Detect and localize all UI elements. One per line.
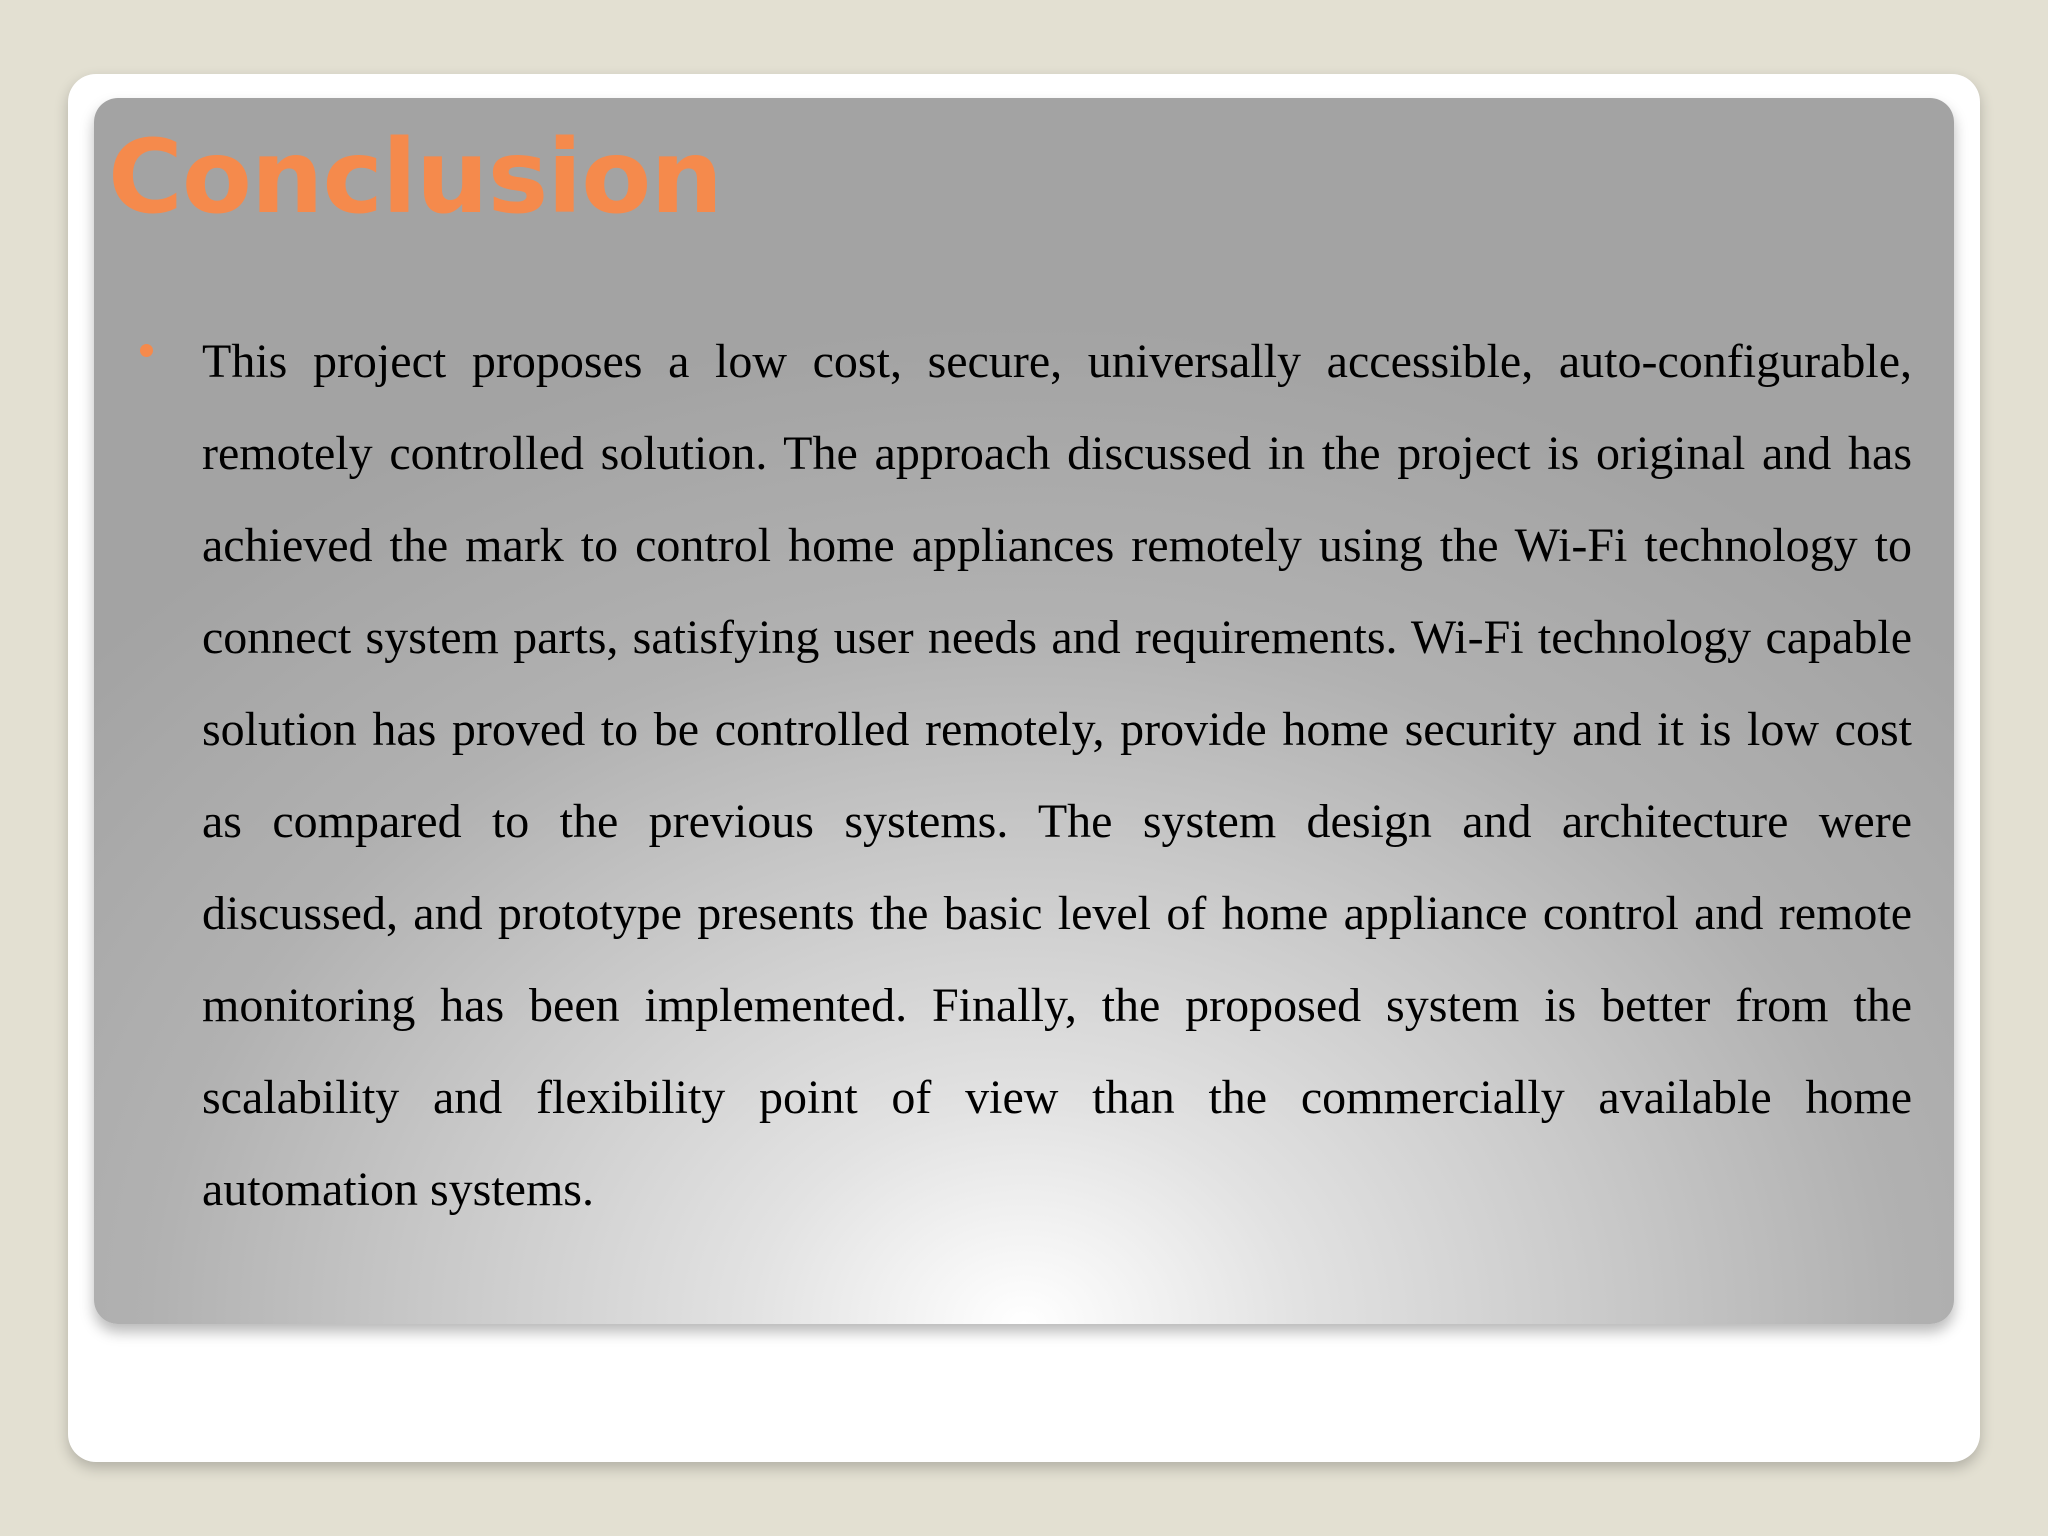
bullet-list	[140, 316, 1912, 1236]
bullet-marker	[140, 344, 153, 357]
bullet-text: This project proposes a low cost, secure, universally accessible, auto-configurable, remotely controlled solution. The approach discussed in the project is original and has achieved the mark to control home appliances remotely using the Wi-Fi technology to connect system parts, satisfying user needs and requirements. Wi-Fi technology capable solution has proved to be controlled remotely, provide home security and it is low cost as compared to the previous systems. The system design and architecture were discussed, and prototype presents the basic level of home appliance control and remote monitoring has been implemented. Finally, the proposed system is better from the scalability and flexibility point of view than the commercially available home automation systems.	[202, 335, 1912, 1216]
slide-title: Conclusion	[108, 118, 722, 237]
